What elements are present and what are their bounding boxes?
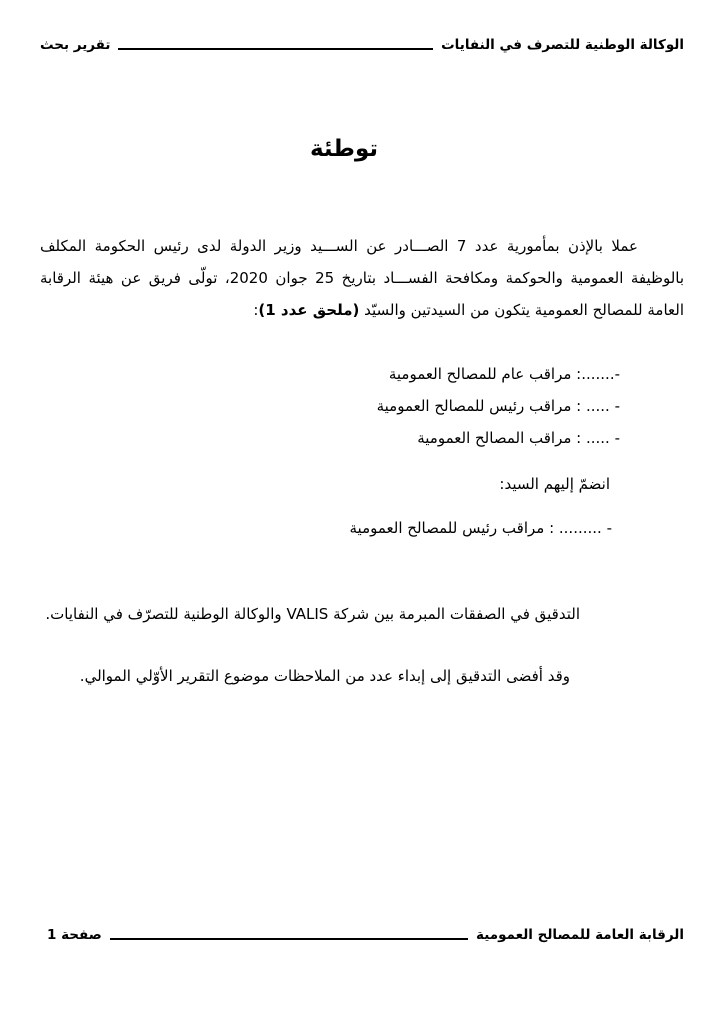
- page-footer: [47, 926, 684, 944]
- intro-line-2: بالوظيفة العمومية والحوكمة ومكافحة الفســـاد بتاريخ 25 جوان 2020، تولّى فريق عن هيئة الرقابة: [40, 269, 685, 287]
- page-header: [40, 36, 684, 54]
- intro-paragraph: [40, 230, 684, 326]
- footer-page-number: صفحة 1: [47, 927, 102, 943]
- team-member-item: - ..... : مراقب رئيس للمصالح العمومية: [376, 397, 620, 415]
- joined-member-item: - ......... : مراقب رئيس للمصالح العمومية: [349, 519, 612, 537]
- mission-statement: التدقيق في الصفقات المبرمة بين شركة VALIS والوكالة الوطنية للتصرّف في النفايات.: [45, 605, 580, 623]
- footer-department-name: الرقابة العامة للمصالح العمومية: [476, 927, 684, 943]
- footer-rule: [110, 938, 468, 940]
- conclusion-statement: وقد أفضى التدقيق إلى إبداء عدد من الملاحظات موضوع التقرير الأوّلي الموالي.: [79, 667, 570, 685]
- team-member-item: - ..... : مراقب المصالح العمومية: [417, 429, 620, 447]
- intro-line-3-text: العامة للمصالح العمومية يتكون من السيدتين والسيّد: [359, 301, 684, 319]
- joined-members-label: انضمّ إليهم السيد:: [499, 475, 610, 493]
- intro-line-3: [40, 294, 684, 326]
- intro-line-1: عملا بالإذن بمأمورية عدد 7 الصـــادر عن الســـيد وزير الدولة لدى رئيس الحكومة المكلف: [40, 237, 638, 255]
- page-title: توطئة: [309, 136, 379, 162]
- annex-reference: (ملحق عدد 1): [258, 301, 360, 319]
- header-report-type: تقرير بحث: [40, 37, 111, 53]
- team-members-list: [40, 358, 620, 454]
- team-member-item: -.......: مراقب عام للمصالح العمومية: [388, 365, 620, 383]
- intro-line-3-colon: :: [253, 301, 259, 319]
- header-rule: [118, 48, 433, 50]
- header-agency-name: الوكالة الوطنية للتصرف في النفايات: [441, 37, 684, 53]
